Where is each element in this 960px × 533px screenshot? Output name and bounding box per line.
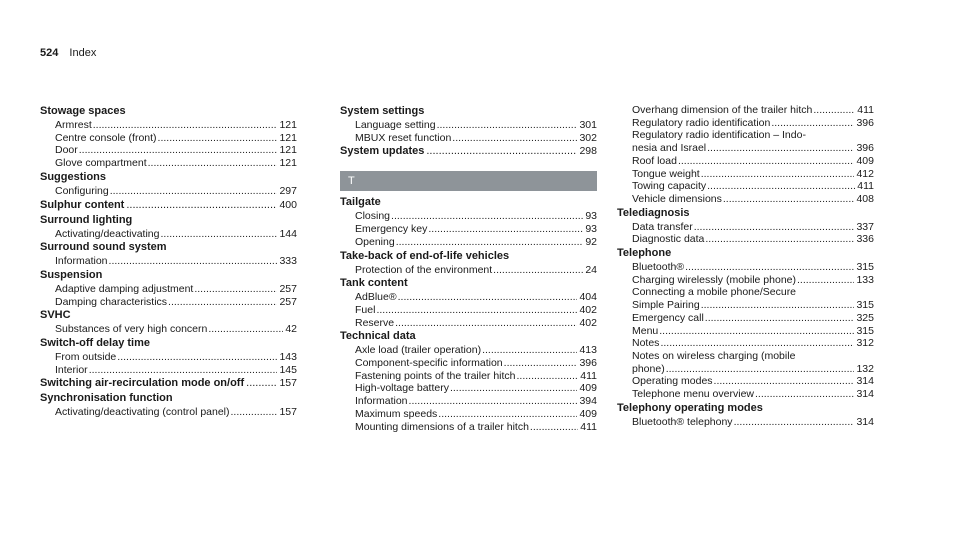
dot-leader (376, 304, 577, 317)
dot-leader (685, 261, 854, 274)
index-subentry (340, 344, 597, 357)
index-subentry (617, 286, 874, 299)
index-subentry (617, 233, 874, 246)
index-subentry (617, 274, 874, 287)
dot-leader (701, 168, 855, 181)
dot-leader (450, 382, 578, 395)
index-subentry (40, 364, 297, 377)
page-ref: 302 (579, 131, 597, 144)
dot-leader (659, 325, 854, 338)
subentry-text: Fastening points of the trailer hitch (355, 369, 516, 382)
index-subentry (40, 323, 297, 336)
subentry-text: Charging wirelessly (mobile phone) (632, 273, 796, 286)
dot-leader (246, 376, 277, 391)
subentry-text: Armrest (55, 119, 92, 131)
subentry-text: Regulatory radio identification (632, 116, 771, 129)
index-heading: Tailgate (340, 196, 381, 209)
dot-leader (79, 144, 278, 157)
index-subentry (340, 408, 597, 421)
page-ref: 411 (857, 104, 874, 116)
subentry-text: Diagnostic data (632, 233, 705, 246)
subentry-text: Connecting a mobile phone/Secure (632, 286, 797, 299)
dot-leader (158, 132, 278, 145)
page-ref: 298 (579, 145, 597, 158)
index-subentry (40, 185, 297, 198)
index-subentry (40, 406, 297, 419)
subentry-text: Information (355, 395, 408, 408)
subentry-text: Data transfer (632, 220, 693, 233)
subentry-text: Activating/deactivating (control panel) (55, 406, 230, 419)
page-ref: 157 (279, 406, 297, 419)
dot-leader (771, 117, 854, 130)
index-subentry (40, 132, 297, 145)
index-subentry (617, 221, 874, 234)
index-heading: Telediagnosis (617, 206, 690, 219)
dot-leader (530, 421, 578, 434)
index-subentry (40, 157, 297, 170)
index-heading: System settings (340, 105, 425, 117)
index-heading: Surround sound system (40, 241, 167, 254)
subentry-text: Reserve (355, 316, 395, 329)
index-subentry (340, 210, 597, 223)
page-header (40, 47, 96, 59)
subentry-text: From outside (55, 351, 117, 364)
index-subentry (340, 421, 597, 434)
index-subentry (340, 382, 597, 395)
dot-leader (148, 157, 278, 170)
index-subentry (617, 363, 874, 376)
page-ref: 314 (856, 415, 874, 428)
page-ref: 315 (856, 261, 874, 274)
index-column-3 (617, 104, 874, 428)
dot-leader (723, 193, 855, 206)
index-subentry (617, 104, 874, 117)
index-heading: Suspension (40, 268, 103, 281)
subentry-text: Towing capacity (632, 180, 707, 193)
subentry-text: Maximum speeds (355, 407, 438, 420)
subentry-text: Notes (632, 337, 660, 350)
index-subentry (617, 129, 874, 142)
index-subentry (340, 264, 597, 277)
page-ref: 402 (579, 303, 597, 316)
subentry-text: Component-specific information (355, 357, 503, 370)
subentry-text: Roof load (632, 154, 677, 167)
dot-leader (701, 299, 855, 312)
index-heading: Surround lighting (40, 213, 133, 226)
index-subentry (617, 180, 874, 193)
dot-leader (678, 155, 855, 168)
index-subentry (340, 317, 597, 330)
page-ref: 396 (856, 142, 874, 155)
page-ref: 133 (856, 273, 874, 286)
index-heading: Stowage spaces (40, 105, 126, 117)
page-ref: 157 (279, 377, 297, 390)
index-heading: Suggestions (40, 170, 107, 183)
page-ref: 93 (585, 210, 597, 223)
subentry-text: Overhang dimension of the trailer hitch (632, 104, 813, 116)
index-subentry (340, 119, 597, 132)
index-heading: Telephony operating modes (617, 401, 763, 414)
index-subentry (340, 370, 597, 383)
page-ref: 333 (279, 255, 297, 268)
index-subentry (617, 142, 874, 155)
dot-leader (813, 104, 855, 117)
subentry-text: Bluetooth® telephony (632, 415, 733, 428)
dot-leader (110, 185, 278, 198)
page-ref: 404 (579, 291, 597, 304)
subentry-text: Glove compartment (55, 157, 147, 170)
index-subentry (617, 375, 874, 388)
index-subentry (617, 350, 874, 363)
dot-leader (705, 233, 854, 246)
dot-leader (231, 406, 278, 419)
dot-leader (208, 323, 283, 336)
dot-leader (396, 236, 584, 249)
dot-leader (734, 416, 855, 429)
index-subentry (617, 312, 874, 325)
index-subentry (340, 223, 597, 236)
index-subentry (617, 193, 874, 206)
page-ref: 121 (279, 157, 297, 170)
dot-leader (89, 364, 278, 377)
index-subentry (617, 325, 874, 338)
page-ref: 315 (856, 299, 874, 312)
page-ref: 336 (856, 233, 874, 246)
dot-leader (714, 375, 855, 388)
index-subentry (617, 155, 874, 168)
subentry-text: Notes on wireless charging (mobile (632, 349, 796, 362)
page-ref: 411 (580, 420, 597, 433)
dot-leader (707, 142, 854, 155)
dot-leader (428, 223, 583, 236)
index-subentry (40, 351, 297, 364)
index-heading: Tank content (340, 277, 408, 290)
dot-leader (707, 180, 855, 193)
page-ref: 145 (279, 363, 297, 376)
page-ref: 402 (579, 316, 597, 329)
subentry-text: Regulatory radio identification – Indo- (632, 129, 806, 142)
index-subentry (617, 261, 874, 274)
index-subentry (617, 168, 874, 181)
subentry-text: Door (55, 144, 78, 157)
dot-leader (194, 283, 277, 296)
subentry-text: Substances of very high concern (55, 323, 208, 336)
page-ref: 314 (856, 375, 874, 388)
dot-leader (126, 198, 277, 213)
subentry-text: Damping characteristics (55, 295, 168, 308)
subentry-text: High-voltage battery (355, 382, 449, 395)
page-ref: 409 (579, 407, 597, 420)
subentry-text: Telephone menu overview (632, 388, 754, 401)
page-ref: 312 (856, 337, 874, 350)
dot-leader (438, 408, 577, 421)
index-subentry (617, 299, 874, 312)
index-heading: Synchronisation function (40, 392, 173, 405)
subentry-text: Simple Pairing (632, 299, 700, 312)
page-number: 524 (40, 47, 59, 59)
subentry-text: Centre console (front) (55, 131, 157, 144)
index-subentry (340, 357, 597, 370)
index-subentry (340, 395, 597, 408)
page-ref: 325 (856, 311, 874, 324)
index-heading: Sulphur content (40, 198, 125, 211)
page-ref: 411 (857, 180, 874, 193)
dot-leader (755, 388, 854, 401)
subentry-text: Information (55, 255, 108, 268)
page-ref: 396 (856, 116, 874, 129)
dot-leader (168, 296, 277, 309)
page-ref: 396 (579, 357, 597, 370)
subentry-text: nesia and Israel (632, 142, 707, 155)
subentry-text: Closing (355, 210, 391, 223)
page-ref: 257 (279, 295, 297, 308)
dot-leader (482, 344, 577, 357)
page-ref: 413 (579, 344, 597, 357)
page-ref: 409 (856, 154, 874, 167)
subentry-text: Opening (355, 235, 395, 248)
page-ref: 42 (285, 323, 297, 336)
page-ref: 412 (856, 167, 874, 180)
index-subentry (40, 283, 297, 296)
index-heading: SVHC (40, 309, 71, 322)
dot-leader (666, 363, 855, 376)
index-heading: Take-back of end-of-life vehicles (340, 249, 510, 262)
subentry-text: Adaptive damping adjustment (55, 282, 194, 295)
page-ref: 394 (579, 395, 597, 408)
page-ref: 315 (856, 324, 874, 337)
subentry-text: Vehicle dimensions (632, 192, 722, 205)
dot-leader (694, 221, 855, 234)
subentry-text: Fuel (355, 303, 376, 316)
index-heading-entry (40, 376, 297, 391)
page-ref: 121 (279, 144, 297, 157)
page-ref: 132 (856, 362, 874, 375)
dot-leader (409, 395, 578, 408)
dot-leader (504, 357, 578, 370)
dot-leader (437, 119, 578, 132)
index-heading: System updates (340, 145, 425, 158)
page-ref: 143 (279, 351, 297, 364)
subentry-text: Axle load (trailer operation) (355, 344, 482, 357)
dot-leader (660, 337, 854, 350)
page-ref: 297 (279, 184, 297, 197)
index-heading: Telephone (617, 247, 672, 260)
dot-leader (705, 312, 855, 325)
dot-leader (398, 291, 578, 304)
index-subentry (40, 296, 297, 309)
index-subentry (340, 291, 597, 304)
index-subentry (617, 416, 874, 429)
subentry-text: Configuring (55, 184, 109, 197)
subentry-text: Activating/deactivating (55, 227, 160, 240)
page-ref: 314 (856, 388, 874, 401)
index-subentry (617, 388, 874, 401)
index-subentry (40, 119, 297, 132)
dot-leader (517, 370, 579, 383)
index-subentry (340, 236, 597, 249)
section-title: Index (69, 47, 97, 59)
index-column-2 (340, 104, 597, 433)
dot-leader (117, 351, 277, 364)
dot-leader (391, 210, 583, 223)
dot-leader (452, 132, 577, 145)
page-ref: 121 (279, 131, 297, 144)
subentry-text: Tongue weight (632, 167, 700, 180)
dot-leader (109, 255, 278, 268)
index-subentry (340, 132, 597, 145)
page-ref: 144 (279, 227, 297, 240)
page-ref: 121 (279, 119, 297, 131)
dot-leader (93, 119, 278, 132)
index-subentry (40, 228, 297, 241)
page-ref: 409 (579, 382, 597, 395)
subentry-text: Emergency call (632, 311, 704, 324)
page-ref: 93 (585, 223, 597, 236)
index-subentry (40, 255, 297, 268)
subentry-text: Bluetooth® (632, 261, 685, 274)
index-subentry (40, 144, 297, 157)
page-ref: 24 (585, 263, 597, 276)
subentry-text: phone) (632, 362, 665, 375)
index-heading: Technical data (340, 330, 416, 343)
index-subentry (617, 117, 874, 130)
subentry-text: Emergency key (355, 223, 428, 236)
index-subentry (617, 337, 874, 350)
dot-leader (797, 274, 854, 287)
index-heading: Switching air-recirculation mode on/off (40, 377, 245, 390)
subentry-text: Protection of the environment (355, 263, 493, 276)
subentry-text: AdBlue® (355, 291, 397, 304)
page-ref: 411 (580, 369, 597, 382)
dot-leader (395, 317, 577, 330)
page-ref: 257 (279, 282, 297, 295)
index-column-1 (40, 104, 297, 419)
page-ref: 92 (585, 235, 597, 248)
dot-leader (426, 144, 577, 159)
subentry-text: Mounting dimensions of a trailer hitch (355, 420, 529, 433)
subentry-text: Language setting (355, 119, 436, 131)
subentry-text: Interior (55, 363, 88, 376)
subentry-text: Operating modes (632, 375, 713, 388)
index-subentry (340, 304, 597, 317)
page-ref: 301 (579, 119, 597, 131)
page-ref: 337 (856, 220, 874, 233)
page-ref: 408 (856, 192, 874, 205)
dot-leader (493, 264, 583, 277)
index-heading-entry (40, 198, 297, 213)
index-heading: Switch-off delay time (40, 337, 151, 350)
letter-divider-t: T (340, 171, 597, 191)
dot-leader (160, 228, 277, 241)
page-ref: 400 (279, 198, 297, 211)
subentry-text: MBUX reset function (355, 131, 452, 144)
subentry-text: Menu (632, 324, 659, 337)
index-heading-entry (340, 144, 597, 159)
